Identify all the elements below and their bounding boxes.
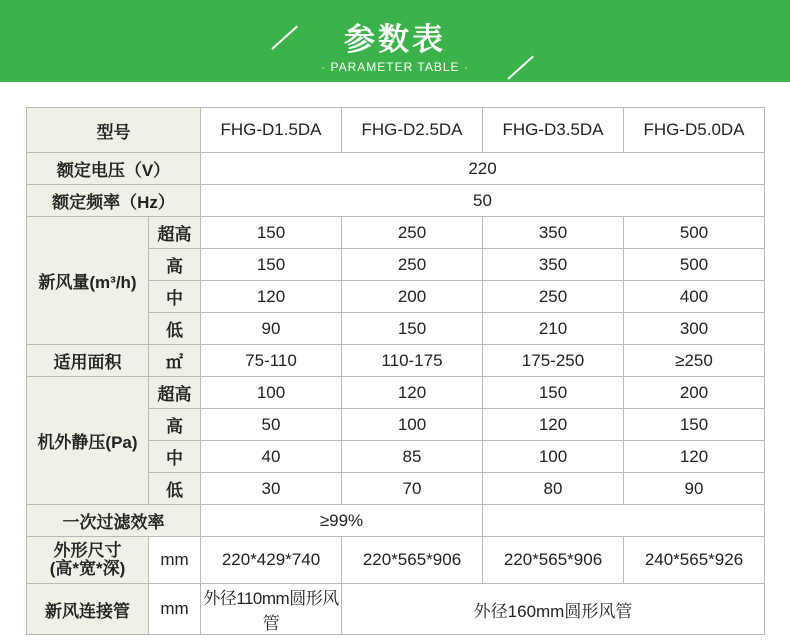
model-row — [27, 108, 765, 153]
value-cell: 110-175 — [342, 345, 483, 377]
value-cell: 50 — [201, 409, 342, 441]
value-cell: 250 — [483, 281, 624, 313]
filter-empty — [483, 505, 765, 537]
value-cell: 220*565*906 — [483, 537, 624, 584]
value-cell: 150 — [201, 217, 342, 249]
dimensions-label-line2: (高*宽*深) — [49, 559, 126, 578]
duct-value-rest: 外径160mm圆形风管 — [342, 584, 765, 635]
voltage-label: 额定电压（V） — [27, 153, 201, 185]
area-row — [27, 345, 765, 377]
value-cell: 120 — [201, 281, 342, 313]
value-cell: 80 — [483, 473, 624, 505]
level-label: 低 — [149, 313, 201, 345]
value-cell: 150 — [483, 377, 624, 409]
model-cell: FHG-D3.5DA — [483, 108, 624, 153]
value-cell: 75-110 — [201, 345, 342, 377]
value-cell: 90 — [624, 473, 765, 505]
level-label: 中 — [149, 281, 201, 313]
value-cell: 175-250 — [483, 345, 624, 377]
header-banner — [0, 0, 790, 82]
dimensions-label — [27, 537, 149, 584]
value-cell: 120 — [624, 441, 765, 473]
level-label: 高 — [149, 249, 201, 281]
value-cell: 220*429*740 — [201, 537, 342, 584]
duct-value-first: 外径110mm圆形风管 — [201, 584, 342, 635]
value-cell: 350 — [483, 217, 624, 249]
pressure-row — [27, 377, 765, 409]
voltage-value: 220 — [201, 153, 765, 185]
value-cell: 210 — [483, 313, 624, 345]
value-cell: 400 — [624, 281, 765, 313]
dimensions-label-line1: 外形尺寸 — [53, 541, 122, 560]
value-cell: 40 — [201, 441, 342, 473]
value-cell: 250 — [342, 249, 483, 281]
value-cell: 500 — [624, 249, 765, 281]
value-cell: 200 — [624, 377, 765, 409]
value-cell: 70 — [342, 473, 483, 505]
level-label: 高 — [149, 409, 201, 441]
area-label: 适用面积 — [27, 345, 149, 377]
page-subtitle: · PARAMETER TABLE · — [321, 60, 469, 74]
value-cell: 30 — [201, 473, 342, 505]
value-cell: 150 — [342, 313, 483, 345]
value-cell: 240*565*926 — [624, 537, 765, 584]
value-cell: 100 — [342, 409, 483, 441]
level-label: 中 — [149, 441, 201, 473]
filter-label: 一次过滤效率 — [27, 505, 201, 537]
frequency-label: 额定频率（Hz） — [27, 185, 201, 217]
model-cell: FHG-D1.5DA — [201, 108, 342, 153]
level-label: 超高 — [149, 217, 201, 249]
dimensions-row — [27, 537, 765, 584]
value-cell: 200 — [342, 281, 483, 313]
value-cell: 250 — [342, 217, 483, 249]
dimensions-unit: mm — [149, 537, 201, 584]
value-cell: 150 — [201, 249, 342, 281]
frequency-row — [27, 185, 765, 217]
level-label: 低 — [149, 473, 201, 505]
value-cell: 350 — [483, 249, 624, 281]
model-cell: FHG-D5.0DA — [624, 108, 765, 153]
level-label: 超高 — [149, 377, 201, 409]
value-cell: 120 — [483, 409, 624, 441]
parameter-table — [26, 107, 765, 635]
filter-value: ≥99% — [201, 505, 483, 537]
value-cell: 100 — [201, 377, 342, 409]
model-label: 型号 — [27, 108, 201, 153]
duct-label: 新风连接管 — [27, 584, 149, 635]
value-cell: 150 — [624, 409, 765, 441]
airflow-label: 新风量(m³/h) — [27, 217, 149, 345]
value-cell: 90 — [201, 313, 342, 345]
airflow-row — [27, 217, 765, 249]
duct-row — [27, 584, 765, 635]
page-title: 参数表 — [344, 22, 446, 58]
pressure-label: 机外静压(Pa) — [27, 377, 149, 505]
frequency-value: 50 — [201, 185, 765, 217]
model-cell: FHG-D2.5DA — [342, 108, 483, 153]
value-cell: 500 — [624, 217, 765, 249]
voltage-row — [27, 153, 765, 185]
value-cell: ≥250 — [624, 345, 765, 377]
value-cell: 100 — [483, 441, 624, 473]
duct-unit: mm — [149, 584, 201, 635]
area-unit: ㎡ — [149, 345, 201, 377]
value-cell: 300 — [624, 313, 765, 345]
value-cell: 85 — [342, 441, 483, 473]
filter-row — [27, 505, 765, 537]
value-cell: 120 — [342, 377, 483, 409]
value-cell: 220*565*906 — [342, 537, 483, 584]
